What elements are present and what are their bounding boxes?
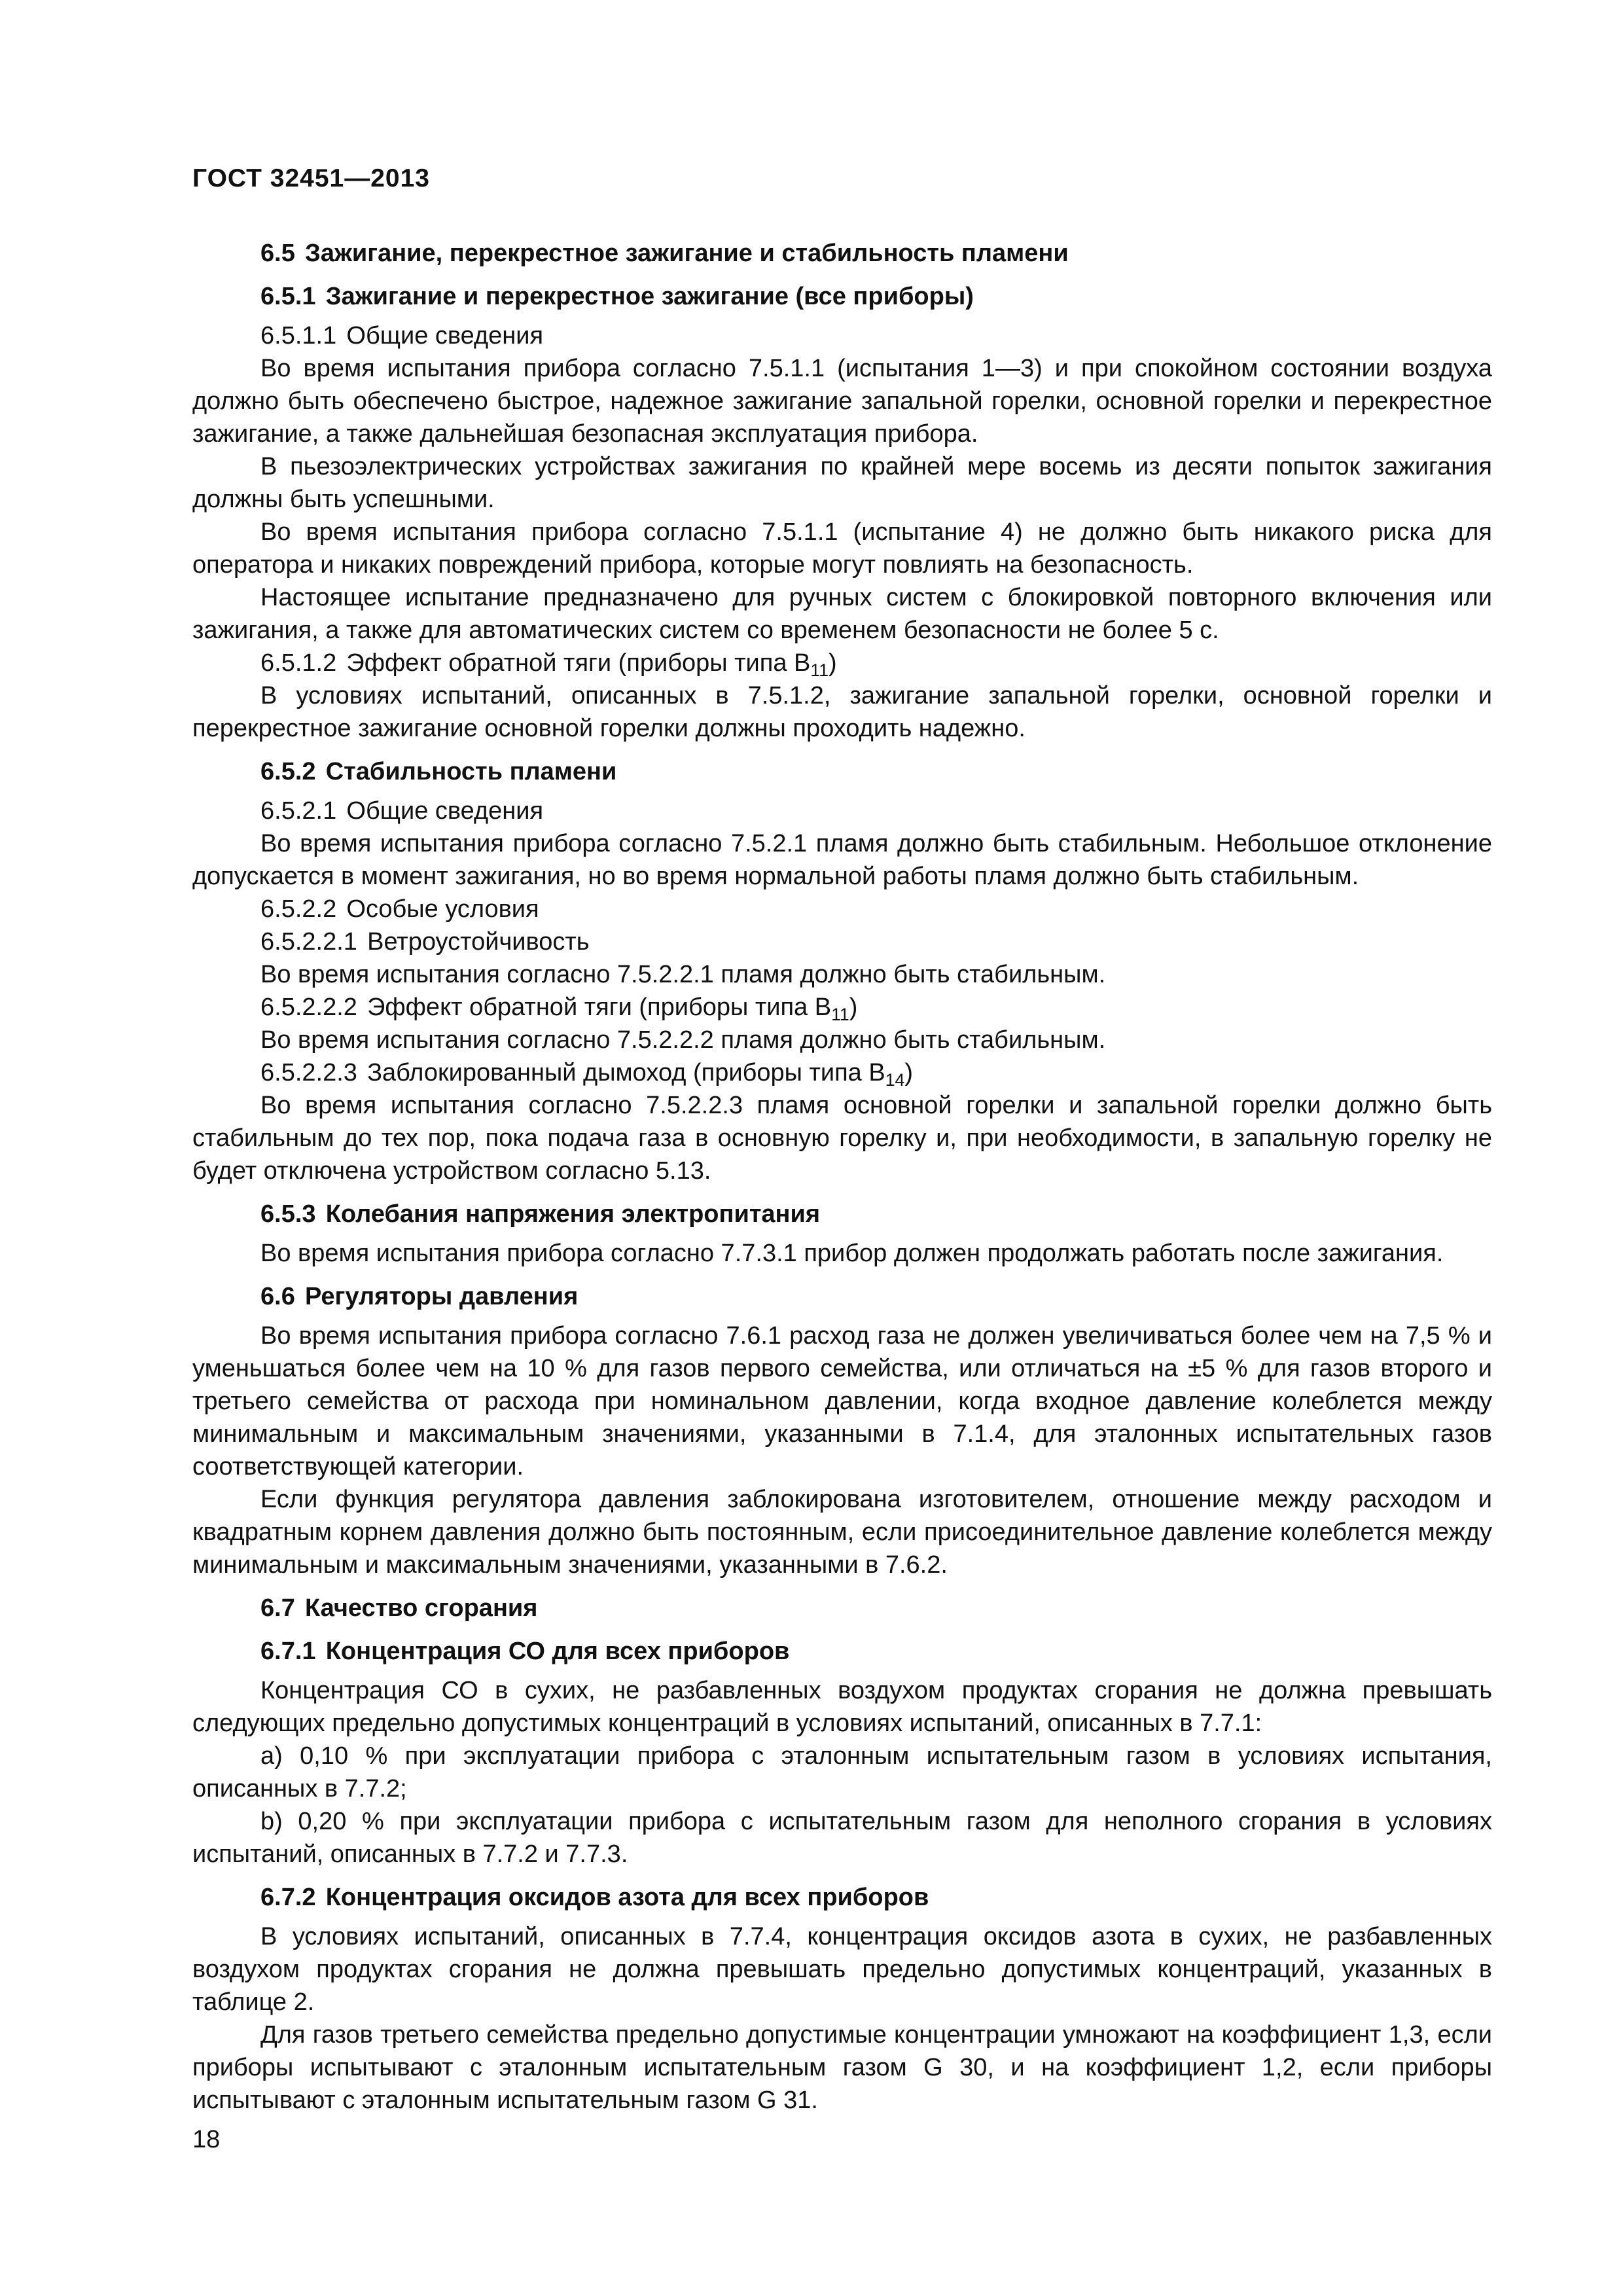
section-number: 6.5.1.2 — [260, 649, 337, 677]
block-text: Зажигание, перекрестное зажигание и стабильность пламени — [305, 240, 1069, 267]
block-text: Если функция регулятора давления заблокирована изготовителем, отношение между расходом и квадратным корнем давления должно быть постоянным, если присоединительное давление колеблется между минимальным и максимальным значениями, указанными в 7.6.2. — [192, 1486, 1492, 1579]
body-paragraph — [192, 1024, 1492, 1056]
section-heading — [192, 1881, 1492, 1914]
subscript: 11 — [810, 660, 829, 680]
page-number: 18 — [192, 2126, 221, 2153]
section-heading — [192, 1592, 1492, 1624]
body-paragraph — [192, 581, 1492, 647]
body-paragraph — [192, 958, 1492, 991]
body-paragraph — [192, 2018, 1492, 2117]
block-text: Во время испытания прибора согласно 7.5.2.1 пламя должно быть стабильным. Небольшое отклонение допускается в момент зажигания, но во время нормальной работы пламя должно быть стабильным. — [192, 830, 1492, 890]
block-text: Ветроустойчивость — [367, 928, 590, 956]
block-text: Во время испытания прибора согласно 7.5.1.1 (испытания 1—3) и при спокойном состоянии воздуха должно быть обеспечено быстрое, надежное зажигание запальной горелки, основной горелки и перекрестное зажигание, а также дальнейшая безопасная эксплуатация прибора. — [192, 355, 1492, 448]
subsection-title — [192, 925, 1492, 958]
block-text: Стабильность пламени — [325, 758, 617, 785]
document-header — [192, 162, 1492, 195]
block-text: Качество сгорания — [305, 1594, 538, 1622]
block-text: В условиях испытаний, описанных в 7.7.4, концентрация оксидов азота в сухих, не разбавленных воздухом продуктах сгорания не должна превышать предельно допустимых концентраций, указанных в таблице 2. — [192, 1923, 1492, 2016]
document-page — [192, 162, 1492, 2117]
body-paragraph — [192, 352, 1492, 450]
subsection-title — [192, 319, 1492, 352]
block-text: Во время испытания согласно 7.5.2.2.3 пламя основной горелки и запальной горелки должно быть стабильным до тех пор, пока подача газа в основную горелку и, при необходимости, в запальную горелку не будет отключена устройством согласно 5.13. — [192, 1092, 1492, 1185]
body-paragraph — [192, 1740, 1492, 1805]
section-number: 6.5.2.2.2 — [260, 994, 357, 1021]
body-paragraph — [192, 1237, 1492, 1270]
section-number: 6.5.1.1 — [260, 322, 337, 350]
body-paragraph — [192, 450, 1492, 516]
block-text: Эффект обратной тяги (приборы типа В — [346, 649, 811, 677]
section-heading — [192, 1198, 1492, 1230]
block-text: Настоящее испытание предназначено для ручных систем с блокировкой повторного включения или зажигания, а также для автоматических систем со временем безопасности не более 5 с. — [192, 584, 1492, 644]
subscript: 14 — [885, 1070, 905, 1090]
section-number: 6.5.2 — [260, 758, 316, 785]
section-number: 6.5.2.2.3 — [260, 1059, 357, 1086]
section-number: 6.6 — [260, 1283, 295, 1310]
subsection-title — [192, 1056, 1492, 1089]
subsection-title — [192, 795, 1492, 827]
subsection-title — [192, 647, 1492, 679]
body-paragraph — [192, 1483, 1492, 1581]
section-heading — [192, 1280, 1492, 1313]
section-number: 6.5.2.1 — [260, 797, 337, 825]
body-paragraph — [192, 1674, 1492, 1740]
section-number: 6.5.1 — [260, 283, 316, 310]
block-text: Во время испытания прибора согласно 7.6.1 расход газа не должен увеличиваться более чем на 7,5 % и уменьшаться более чем на 10 % для газов первого семейства, или отличаться на ±5 % для газов второго и третьего семейства от расхода при номинальном давлении, когда входное давление колеблется между минимальным и максимальным значениями, указанными в 7.1.4, для эталонных испытательных газов соответствующей категории. — [192, 1322, 1492, 1480]
block-text: Колебания напряжения электропитания — [325, 1200, 821, 1228]
block-text-tail: ) — [849, 994, 858, 1021]
body-paragraph — [192, 516, 1492, 581]
section-number: 6.5.3 — [260, 1200, 316, 1228]
section-heading — [192, 280, 1492, 313]
block-text: Особые условия — [346, 895, 539, 923]
section-heading — [192, 755, 1492, 788]
subsection-title — [192, 991, 1492, 1024]
block-text: Регуляторы давления — [305, 1283, 579, 1310]
block-text: Концентрация СО в сухих, не разбавленных воздухом продуктах сгорания не должна превышать следующих предельно допустимых концентраций в условиях испытаний, описанных в 7.7.1: — [192, 1677, 1492, 1737]
block-text: Во время испытания согласно 7.5.2.2.1 пламя должно быть стабильным. — [260, 961, 1106, 988]
block-text: Концентрация СО для всех приборов — [325, 1638, 790, 1665]
block-text: a) 0,10 % при эксплуатации прибора с эталонным испытательным газом в условиях испытания, описанных в 7.7.2; — [192, 1742, 1492, 1803]
section-number: 6.5 — [260, 240, 295, 267]
section-number: 6.7.1 — [260, 1638, 316, 1665]
section-number: 6.5.2.2.1 — [260, 928, 357, 956]
body-paragraph — [192, 827, 1492, 893]
document-code: ГОСТ 32451—2013 — [192, 164, 430, 192]
section-number: 6.7 — [260, 1594, 295, 1622]
block-text: Зажигание и перекрестное зажигание (все приборы) — [325, 283, 974, 310]
block-text: Во время испытания прибора согласно 7.5.1.1 (испытание 4) не должно быть никакого риска для оператора и никаких повреждений прибора, которые могут повлиять на безопасность. — [192, 518, 1492, 579]
body-paragraph — [192, 1319, 1492, 1483]
subsection-title — [192, 893, 1492, 925]
body-paragraph — [192, 679, 1492, 745]
block-text-tail: ) — [904, 1059, 913, 1086]
block-text: b) 0,20 % при эксплуатации прибора с испытательным газом для неполного сгорания в условиях испытаний, описанных в 7.7.2 и 7.7.3. — [192, 1808, 1492, 1868]
section-number: 6.7.2 — [260, 1884, 316, 1911]
block-text-tail: ) — [829, 649, 837, 677]
block-text: Общие сведения — [346, 322, 544, 350]
block-text: Общие сведения — [346, 797, 544, 825]
block-text: Эффект обратной тяги (приборы типа В — [367, 994, 832, 1021]
section-number: 6.5.2.2 — [260, 895, 337, 923]
block-text: Во время испытания прибора согласно 7.7.3.1 прибор должен продолжать работать после зажигания. — [260, 1240, 1444, 1267]
section-heading — [192, 237, 1492, 270]
section-heading — [192, 1635, 1492, 1668]
block-text: Во время испытания согласно 7.5.2.2.2 пламя должно быть стабильным. — [260, 1026, 1106, 1054]
subscript: 11 — [831, 1005, 849, 1024]
block-text: В пьезоэлектрических устройствах зажигания по крайней мере восемь из десяти попыток зажигания должны быть успешными. — [192, 453, 1492, 513]
body-paragraph — [192, 1089, 1492, 1187]
block-text: Для газов третьего семейства предельно допустимые концентрации умножают на коэффициент 1,3, если приборы испытывают с эталонным испытательным газом G 30, и на коэффициент 1,2, если приборы испытывают с эталонным испытательным газом G 31. — [192, 2021, 1492, 2114]
document-body — [192, 237, 1492, 2117]
block-text: Концентрация оксидов азота для всех приборов — [325, 1884, 929, 1911]
body-paragraph — [192, 1920, 1492, 2018]
block-text: В условиях испытаний, описанных в 7.5.1.2, зажигание запальной горелки, основной горелки и перекрестное зажигание основной горелки должны проходить надежно. — [192, 682, 1492, 742]
block-text: Заблокированный дымоход (приборы типа В — [367, 1059, 885, 1086]
body-paragraph — [192, 1805, 1492, 1871]
